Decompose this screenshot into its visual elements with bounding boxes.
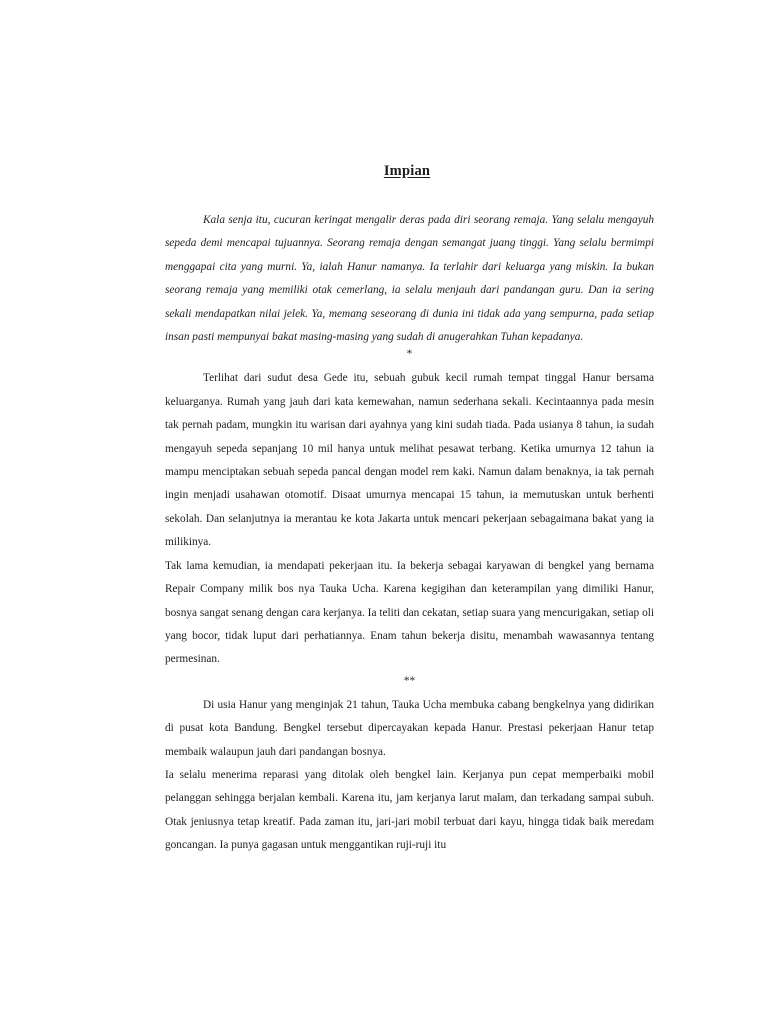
- section-separator: *: [406, 348, 413, 361]
- paragraph-intro: Kala senja itu, cucuran keringat mengalir deras pada diri seorang remaja. Yang selalu mengayuh sepeda demi mencapai tujuannya. Seorang remaja dengan semangat juang tinggi. Yang selalu bermimpi menggapai cita yang murni. Ya, ialah Hanur namanya. Ia terlahir dari keluarga yang miskin. Ia bukan seorang remaja yang memiliki otak cemerlang, ia selalu menjauh dari pandangan guru. Dan ia sering sekali mendapatkan nilai jelek. Ya, memang seseorang di dunia ini tidak ada yang sempurna, pada setiap insan pasti mempunyai bakat masing-masing yang sudah di anugerahkan Tuhan kepadanya.: [165, 214, 654, 344]
- paragraph: Di usia Hanur yang menginjak 21 tahun, Tauka Ucha membuka cabang bengkelnya yang didirikan di pusat kota Bandung. Bengkel tersebut dipercayakan kepada Hanur. Prestasi pekerjaan Hanur tetap membaik walaupun jauh dari pandangan bosnya.: [165, 698, 654, 758]
- paragraph: Tak lama kemudian, ia mendapati pekerjaan itu. Ia bekerja sebagai karyawan di bengkel yang bernama Repair Company milik bos nya Tauka Ucha. Karena kegigihan dan keterampilan yang dimiliki Hanur, bosnya sangat senang dengan cara kerjanya. Ia teliti dan cekatan, setiap suara yang mencurigakan, setiap oli yang bocor, tidak luput dari perhatiannya. Enam tahun bekerja disitu, menambah wawasannya tentang permesinan.: [165, 559, 654, 666]
- section-separator: **: [403, 674, 416, 687]
- paragraph: Terlihat dari sudut desa Gede itu, sebuah gubuk kecil rumah tempat tinggal Hanur bersama keluarganya. Rumah yang jauh dari kata kemewahan, namun sederhana sekali. Kecintaannya pada mesin tak pernah padam, mungkin itu warisan dari ayahnya yang kini sudah tiada. Pada usianya 8 tahun, ia sudah mengayuh sepeda sepanjang 10 mil hanya untuk melihat pesawat terbang. Ketika umurnya 12 tahun ia mampu menciptakan sebuah sepeda pancal dengan model rem kaki. Namun dalam benaknya, ia tak pernah ingin menjadi usahawan otomotif. Disaat umurnya mencapai 15 tahun, ia memutuskan untuk berhenti sekolah. Dan selanjutnya ia merantau ke kota Jakarta untuk mencari pekerjaan sebagaimana bakat yang ia milikinya.: [165, 372, 654, 549]
- paragraph: Ia selalu menerima reparasi yang ditolak oleh bengkel lain. Kerjanya pun cepat memperbaiki mobil pelanggan sehingga berjalan kembali. Karena itu, jam kerjanya larut malam, dan terkadang sampai subuh. Otak jeniusnya tetap kreatif. Pada zaman itu, jari-jari mobil terbuat dari kayu, hingga tidak baik meredam goncangan. Ia punya gagasan untuk menggantikan ruji-ruji itu: [165, 768, 654, 852]
- document-title: Impian: [383, 163, 431, 179]
- document-body: [165, 209, 654, 858]
